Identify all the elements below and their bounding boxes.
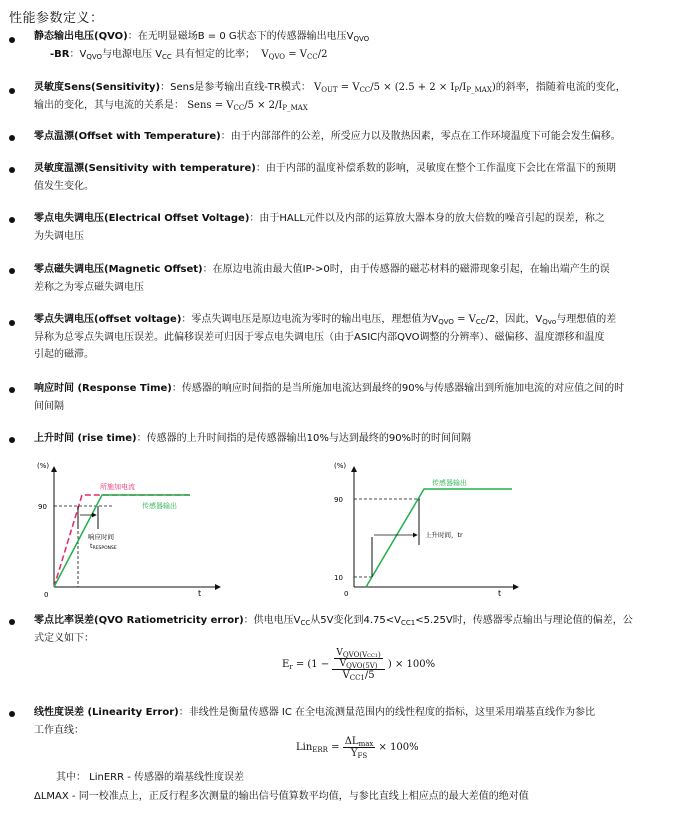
item-magnetic-offset: 零点磁失调电压(Magnetic Offset)：在原边电流由最大值IP->0时，由于传感器的磁芯材料的磁滞现象引起，在输出端产生的误 差称之为零点磁失调电压 (34, 264, 610, 293)
y-unit: (%) (334, 462, 347, 470)
rise-time-diagram (330, 453, 530, 605)
item-offset-voltage: 零点失调电压(offset voltage)：零点失调电压是原边电流为零时的输出电压，理想值为$V_{QVO} = V_{CC}/2$，因此，$V_{Qvo}$与理想值的差 异称为总零点失调电压误差。此偏移误差可归因于零点电失调电压（由于ASIC内部QVO调整的分辨率）、磁偏移、温度漂移和温度 引起的磁滞。 (34, 314, 617, 360)
x-label: t (498, 589, 502, 598)
formula-qvo: $V_{QVO} = V_{CC}/2$ (261, 48, 328, 61)
label-applied-current: 所施加电流 (100, 483, 135, 491)
y-tick-90: 90 (38, 503, 47, 511)
linearity-note-2: ΔLMAX - 同一校准点上，正反行程多次测量的输出信号值算数平均值，与参比直线上相应点的最大差值的绝对值 (34, 791, 529, 802)
label-rise-time: 上升时间，tr (425, 531, 463, 539)
x-label: t (198, 589, 202, 598)
label-t-response: tRESPONSE (90, 542, 117, 551)
bullet (9, 320, 15, 326)
item-response-time: 响应时间 (Response Time)：传感器的响应时间指的是当所施加电流达到最终的90%与传感器输出到所施加电流的对应值之间的时 间间隔 (34, 383, 625, 412)
item-sensitivity: 灵敏度Sens(Sensitivity)：Sens是参考输出直线-TR模式： $V_{OUT} = V_{CC}/5 \times (2.5 + 2 \times I_P/I_{P\_MAX})$的斜率，指随着电流的变化， 输出的变化，其与电流的关系是： Sens = $V_{CC}/5 \times 2/I_{P\_MAX}$ (34, 82, 626, 112)
origin-label: 0 (44, 591, 49, 599)
label-sensor-output: 传感器输出 (432, 479, 467, 487)
item-electrical-offset: 零点电失调电压(Electrical Offset Voltage)：由于HALL元件以及内部的运算放大器本身的放大倍数的噪音引起的误差，称之 为失调电压 (34, 213, 605, 242)
bullet (9, 387, 15, 393)
linearity-note-1: 其中： LinERR - 传感器的端基线性度误差 (56, 772, 245, 783)
origin-label: 0 (344, 590, 349, 598)
bullet (9, 217, 15, 223)
bullet (9, 167, 15, 173)
item-sensitivity-temperature: 灵敏度温漂(Sensitivity with temperature)：由于内部的温度补偿系数的影响，灵敏度在整个工作温度下会比在常温下的预期 值发生变化。 (34, 163, 616, 192)
label-sensor-output: 传感器输出 (142, 502, 177, 510)
item-linearity: 线性度误差 (Linearity Error)：非线性是衡量传感器 IC 在全电流测量范围内的线性程度的指标，这里采用端基直线作为参比 工作直线： (34, 707, 596, 736)
y-unit: (%) (37, 462, 50, 470)
y-tick-90: 90 (334, 496, 343, 504)
term-qvo: 静态输出电压(QVO) (34, 31, 128, 42)
bullet (9, 135, 15, 141)
bullet (9, 711, 15, 717)
formula-sens: Sens = $V_{CC}/5 \times 2/I_{P\_MAX}$ (187, 99, 308, 112)
response-time-diagram (30, 453, 230, 605)
item-offset-temperature: 零点温漂(Offset with Temperature)：由于内部部件的公差，所受应力以及散热因素，零点在工作环境温度下可能会发生偏移。 (34, 131, 621, 142)
bullet (9, 37, 15, 43)
label-response-time: 响应时间 (88, 533, 114, 541)
bullet (9, 88, 15, 94)
item-rise-time: 上升时间 (rise time)：传感器的上升时间指的是传感器输出10%与达到最终的90%时的时间间隔 (34, 433, 472, 444)
formula-linearity: Lin$_{ERR}$ = $\frac{\Delta L_{max}}{Y_{FS}}$ × 100% (296, 736, 419, 760)
page-heading: 性能参数定义： (9, 11, 104, 26)
bullet (9, 437, 15, 443)
formula-vout: $V_{OUT} = V_{CC}/5 \times (2.5 + 2 \times I_P/I_{P\_MAX})$ (314, 82, 496, 94)
item-ratiometricity: 零点比率误差(QVO Ratiometricity error)：供电电压$V_{CC}$从5V变化到$4.75<V_{CC1}<5.25V$时，传感器零点输出与理论值的偏差，公 式定义如下： (34, 615, 633, 644)
formula-ratiometricity: $E_r = (1$ − $\frac{\frac{V_{QVO(VCC1)}}{V_{QVO(5V)}}}{V_{CC1}/5}$ ) × 100% (282, 648, 436, 682)
term-sensitivity: 灵敏度Sens(Sensitivity) (34, 82, 161, 93)
bullet (9, 268, 15, 274)
y-tick-10: 10 (334, 574, 343, 582)
bullet (9, 619, 15, 625)
item-qvo: 静态输出电压(QVO)：在无明显磁场B = 0 G状态下的传感器输出电压$V_{QVO}$ -BR：$V_{QVO}$与电源电压 $V_{CC}$ 具有恒定的比率； $V_{QVO} = V_{CC}/2$ (34, 31, 370, 61)
